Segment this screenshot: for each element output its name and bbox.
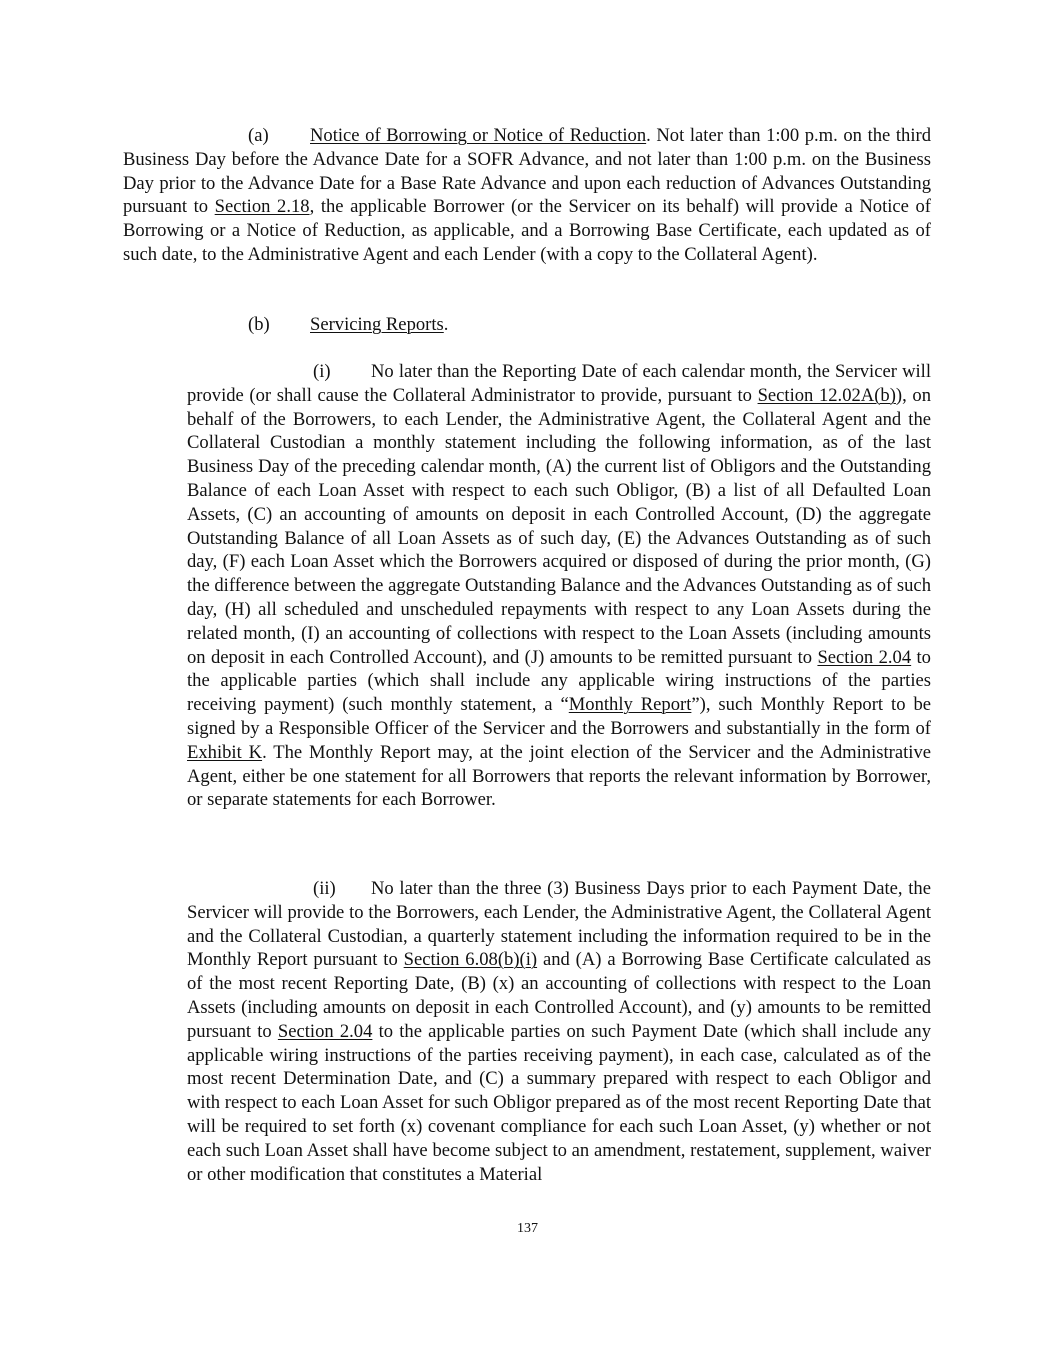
section-b-ii-text: No later than the three (3) Business Days prior to each Payment Date, the Servicer will provide to the Borrowers, each Lender, the Administrative Agent, the Collateral Agent and the Collateral Custodian, a quarterly statement including the information required to be in the Monthly Report pursuant to [187, 878, 931, 971]
section-b-i-text-5: . The Monthly Report may, at the joint election of the Servicer and the Administrative Agent, either be one statement for all Borrowers that reports the relevant information by Borrower, or separate statements for each Borrower. [187, 741, 932, 811]
section-b-i-label: (i) [313, 361, 331, 382]
section-ref-12-02a-b: Section 12.02A(b) [757, 384, 896, 406]
section-b-i-text: No later than the Reporting Date of each calendar month, the Servicer will provide (or shall cause the Collateral Administrator to provide, pursuant to [187, 361, 931, 406]
section-ref-2-04: Section 2.04 [817, 646, 912, 668]
section-b-i-text-3: to the applicable parties (which shall include any applicable wiring instructions of the parties receiving payment) (such monthly statement, a “ [187, 646, 931, 716]
section-b-ii-text-3: to the applicable parties on such Payment Date (which shall include any applicable wiring instructions of the parties receiving payment), in each case, calculated as of the most recent Determination Date, and (C) a summary prepared with respect to each Obligor and with respect to each Loan Asset for such Obligor prepared as of the most recent Reporting Date that will be required to set forth (x) covenant compliance for each such Loan Asset, (y) whether or not each such Loan Asset shall have become subject to an amendment, restatement, supplement, waiver or other modification that constitutes a Material [187, 1020, 932, 1185]
section-a-text: . Not later than 1:00 p.m. on the third Business Day before the Advance Date for a SOFR Advance, and not later than 1:00 p.m. on the Business Day prior to the Advance Date for a Base Rate Advance and upon each reduction of Advances Outstanding pursuant to [123, 125, 931, 218]
section-b-ii-paragraph [187, 877, 931, 1186]
section-ref-2-18: Section 2.18 [214, 196, 310, 218]
section-b-heading: Servicing Reports [310, 314, 444, 335]
section-a-label: (a) [248, 125, 269, 146]
section-a-heading: Notice of Borrowing or Notice of Reduction [310, 125, 647, 146]
exhibit-k-ref: Exhibit K [187, 741, 263, 763]
section-b-i-paragraph [187, 360, 931, 812]
section-ref-6-08-b-i: Section 6.08(b)(i) [403, 949, 538, 971]
section-b-label: (b) [248, 314, 270, 335]
section-ref-2-04-b: Section 2.04 [277, 1020, 373, 1042]
section-a-text-cont: , the applicable Borrower (or the Servicer on its behalf) will provide a Notice of Borrowing or a Notice of Reduction, as applicable, and a Borrowing Base Certificate, each updated as of such date, to the Administrative Agent and each Lender (with a copy to the Collateral Agent). [123, 196, 931, 265]
page-number: 137 [517, 1221, 538, 1236]
section-b-heading-line [123, 313, 931, 337]
section-b-heading-suffix: . [443, 314, 449, 335]
section-b-ii-text-2: and (A) a Borrowing Base Certificate calculated as of the most recent Reporting Date, (B) (x) an accounting of collections with respect to the Loan Assets (including amounts on deposit in each Controlled Account), and (y) amounts to be remitted pursuant to [187, 949, 931, 1042]
defined-term-monthly-report: Monthly Report [568, 694, 692, 716]
section-b-ii-label: (ii) [313, 878, 336, 899]
section-b-i-text-2: ), on behalf of the Borrowers, to each Lender, the Administrative Agent, the Collateral Agent and the Collateral Custodian a monthly statement including the following information, as of the last Business Day of the preceding calendar month, (A) the current list of Obligors and the Outstanding Balance of each Loan Asset with respect to each such Obligor, (B) a list of all Defaulted Loan Assets, (C) an accounting of amounts on deposit in each Controlled Account, (D) the aggregate Outstanding Balance of all Loan Assets as of such day, (E) the Advances Outstanding as of such day, (F) each Loan Asset which the Borrowers acquired or disposed of during the prior month, (G) the difference between the aggregate Outstanding Balance and the Advances Outstanding as of such day, (H) all scheduled and unscheduled repayments with respect to any Loan Assets during the related month, (I) an accounting of collections with respect to the Loan Assets (including amounts on deposit in each Controlled Account), and (J) amounts to be remitted pursuant to [187, 384, 931, 668]
section-b-i-text-4: ”), such Monthly Report to be signed by a Responsible Officer of the Servicer and the Borrowers and substantially in the form of [187, 694, 931, 739]
section-a-paragraph [123, 124, 931, 267]
